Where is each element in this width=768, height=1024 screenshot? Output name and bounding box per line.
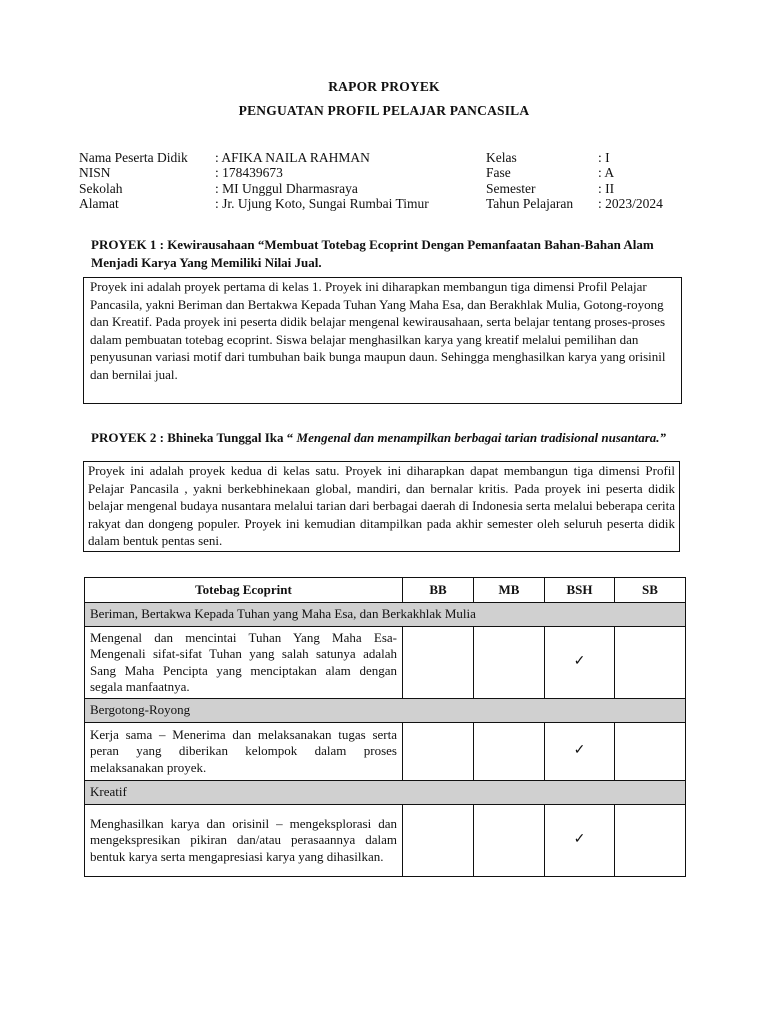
label-tahun: Tahun Pelajaran <box>486 195 574 211</box>
mark-mb <box>474 627 545 699</box>
header-sb: SB <box>615 578 686 603</box>
section-title: Bergotong-Royong <box>85 699 686 723</box>
project2-description: Proyek ini adalah proyek kedua di kelas satu. Proyek ini diharapkan dapat membangun tiga dimensi Profil Pelajar Pancasila , yakni berkebhinekaan global, mandiri, dan bernalar kritis. Pada proyek ini peserta didik belajar mengenal budaya nusantara melalui tarian dari berbagai daerah di Indonesia serta melalui beberapa cerita rakyat dan dongeng populer. Proyek ini kemudian ditampilkan pada akhir semester oleh seluruh peserta didik dalam bentuk pentas seni. <box>83 461 680 552</box>
label-semester: Semester <box>486 180 536 196</box>
table-row <box>85 805 686 877</box>
table-row <box>85 627 686 699</box>
student-left-values <box>215 150 429 211</box>
value-kelas: : I <box>598 150 610 165</box>
criteria-description: Menghasilkan karya dan orisinil – mengeksplorasi dan mengekspresikan pikiran dan/atau perasaannya dalam bentuk karya serta mengapresiasi karya yang dihasilkan. <box>85 805 403 877</box>
label-kelas: Kelas <box>486 150 517 165</box>
value-tahun: : 2023/2024 <box>598 195 663 211</box>
student-right-values <box>598 150 663 211</box>
criteria-description: Mengenal dan mencintai Tuhan Yang Maha Esa-Mengenali sifat-sifat Tuhan yang salah satunya adalah Sang Maha Pencipta yang menciptakan alam dengan segala manfaatnya. <box>85 627 403 699</box>
section-title: Kreatif <box>85 781 686 805</box>
value-sekolah: : MI Unggul Dharmasraya <box>215 180 358 196</box>
mark-mb <box>474 805 545 877</box>
value-fase: : A <box>598 165 615 181</box>
header-mb: MB <box>474 578 545 603</box>
header-bsh: BSH <box>545 578 615 603</box>
project2-heading-prefix: PROYEK 2 : Bhineka Tunggal Ika “ <box>91 430 297 445</box>
assessment-table <box>84 577 686 877</box>
value-alamat: : Jr. Ujung Koto, Sungai Rumbai Timur <box>215 195 429 211</box>
label-nama: Nama Peserta Didik <box>79 150 188 165</box>
header-bb: BB <box>403 578 474 603</box>
section-row <box>85 603 686 627</box>
value-nisn: : 178439673 <box>215 165 283 181</box>
mark-sb <box>615 723 686 781</box>
section-title: Beriman, Bertakwa Kepada Tuhan yang Maha Esa, dan Berkakhlak Mulia <box>85 603 686 627</box>
table-row <box>85 723 686 781</box>
project2-heading <box>91 429 683 447</box>
value-nama: : AFIKA NAILA RAHMAN <box>215 150 370 165</box>
student-right-labels <box>486 150 573 211</box>
check-icon: ✓ <box>545 627 615 699</box>
header-project: Totebag Ecoprint <box>85 578 403 603</box>
label-sekolah: Sekolah <box>79 180 123 196</box>
mark-sb <box>615 805 686 877</box>
check-icon: ✓ <box>545 805 615 877</box>
project2-heading-italic: Mengenal dan menampilkan berbagai tarian tradisional nusantara.” <box>296 430 667 445</box>
value-semester: : II <box>598 180 615 196</box>
mark-bb <box>403 723 474 781</box>
mark-bb <box>403 627 474 699</box>
label-fase: Fase <box>486 165 511 181</box>
report-title: RAPOR PROYEK <box>328 79 440 94</box>
mark-mb <box>474 723 545 781</box>
check-icon: ✓ <box>545 723 615 781</box>
mark-bb <box>403 805 474 877</box>
project1-heading: PROYEK 1 : Kewirausahaan “Membuat Totebag Ecoprint Dengan Pemanfaatan Bahan-Bahan Alam Menjadi Karya Yang Memiliki Nilai Jual. <box>91 237 654 270</box>
report-subtitle: PENGUATAN PROFIL PELAJAR PANCASILA <box>238 103 530 118</box>
section-row <box>85 781 686 805</box>
project1-description: Proyek ini adalah proyek pertama di kelas 1. Proyek ini diharapkan membangun tiga dimensi Profil Pelajar Pancasila, yakni Beriman dan Bertakwa Kepada Tuhan Yang Maha Esa, dan Berakhlak Mulia, Gotong-royong dan Kreatif. Pada proyek ini peserta didik belajar mengenal kewirausahaan, serta belajar tentang proses-proses dalam pembuatan totebag ecoprint. Siswa belajar menghasilkan karya yang kreatif melalui pemilihan dan penyusunan variasi motif dari tumbuhan baik bunga maupun daun. Sehingga menghasilkan karya yang orisinil dan bernilai jual. <box>83 277 682 404</box>
criteria-description: Kerja sama – Menerima dan melaksanakan tugas serta peran yang diberikan kelompok dalam proses melaksanakan proyek. <box>85 723 403 781</box>
section-row <box>85 699 686 723</box>
table-header-row <box>85 578 686 603</box>
label-alamat: Alamat <box>79 195 119 211</box>
mark-sb <box>615 627 686 699</box>
label-nisn: NISN <box>79 165 111 181</box>
student-left-labels <box>79 150 188 211</box>
